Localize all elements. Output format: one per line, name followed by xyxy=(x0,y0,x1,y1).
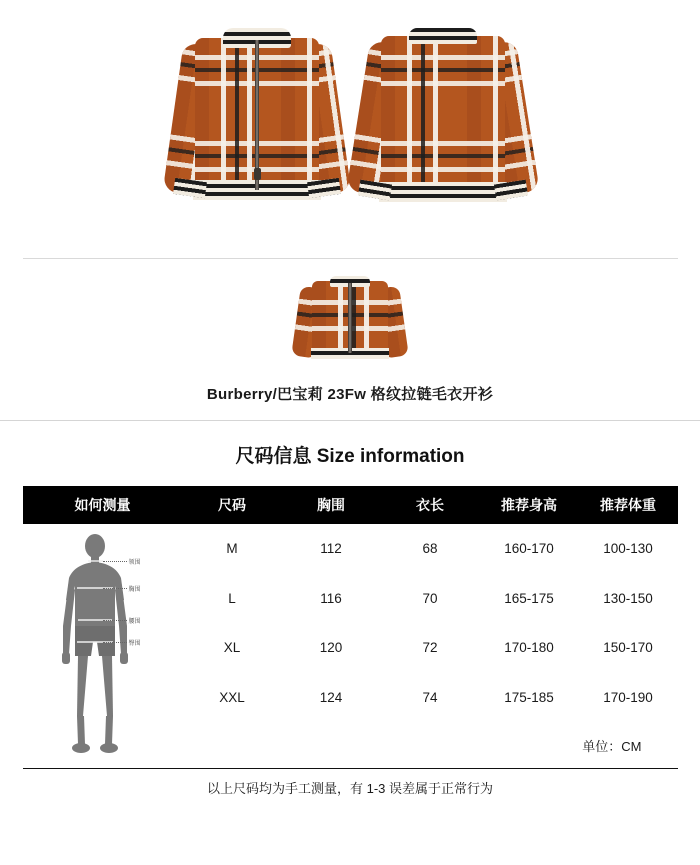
jacket-front-photo[interactable] xyxy=(177,18,337,214)
thumb-zipper-icon xyxy=(348,283,352,353)
cell-size: XL xyxy=(223,640,241,656)
figure-label-neck: 领围 xyxy=(129,557,141,566)
size-table-header-row xyxy=(23,486,678,524)
body-measure-figure xyxy=(33,530,173,762)
cell-height: 170-180 xyxy=(504,640,554,656)
cell-weight: 150-170 xyxy=(603,640,653,656)
cell-chest: 120 xyxy=(319,640,343,656)
cell-chest: 116 xyxy=(320,590,342,606)
cell-length: 70 xyxy=(422,590,438,606)
cell-chest: 112 xyxy=(320,541,342,557)
footer-note: 以上尺码均为手工测量，有 1-3 误差属于正常行为 xyxy=(23,769,678,807)
cell-length: 72 xyxy=(422,640,438,656)
figure-label-waist: 腰围 xyxy=(129,616,141,625)
jacket-back-photo[interactable] xyxy=(363,18,523,214)
jacket-back-body xyxy=(381,36,505,198)
product-photo-row xyxy=(0,0,700,252)
zipper-pull-icon xyxy=(254,168,261,180)
human-silhouette-icon xyxy=(33,530,173,762)
cell-weight: 170-190 xyxy=(603,690,653,706)
column-header-length: 衣长 xyxy=(381,486,480,524)
measurement-figure-cell xyxy=(23,524,183,769)
column-header-chest: 胸围 xyxy=(282,486,381,524)
column-header-weight: 推荐体重 xyxy=(579,486,678,524)
unit-note: 单位：CM xyxy=(582,738,642,754)
jacket-right-cuff-ribbing xyxy=(307,178,341,198)
page-title: Burberry/巴宝莉 23Fw 格纹拉链毛衣开衫 xyxy=(206,386,494,403)
cell-size: XXL xyxy=(219,690,245,706)
cell-length: 68 xyxy=(422,541,438,557)
table-row xyxy=(23,524,678,574)
size-table xyxy=(23,486,678,807)
jacket-thumbnail-photo[interactable] xyxy=(298,273,402,365)
jacket-back-hem-ribbing xyxy=(379,182,507,202)
size-info-heading: 尺码信息 Size information xyxy=(235,446,465,467)
column-header-height: 推荐身高 xyxy=(480,486,579,524)
figure-label-hip: 臀围 xyxy=(129,638,141,647)
product-thumbnail-row xyxy=(0,259,700,369)
jacket-back-collar-ribbing xyxy=(409,28,477,44)
cell-size: L xyxy=(228,590,236,606)
column-header-size: 尺码 xyxy=(183,486,282,524)
cell-size: M xyxy=(226,541,238,557)
product-title-block xyxy=(0,369,700,420)
column-header-howto: 如何测量 xyxy=(23,486,183,524)
cell-height: 165-175 xyxy=(504,590,554,606)
figure-label-chest: 胸围 xyxy=(129,584,141,593)
cell-weight: 130-150 xyxy=(603,590,653,606)
cell-height: 160-170 xyxy=(504,541,554,557)
jacket-left-cuff-ribbing xyxy=(173,178,207,198)
footer-note-row xyxy=(23,769,678,807)
cell-length: 74 xyxy=(422,690,438,706)
jacket-back-right-cuff-ribbing xyxy=(494,180,528,201)
cell-height: 175-185 xyxy=(504,690,554,706)
cell-chest: 124 xyxy=(319,690,343,706)
cell-weight: 100-130 xyxy=(603,541,653,557)
